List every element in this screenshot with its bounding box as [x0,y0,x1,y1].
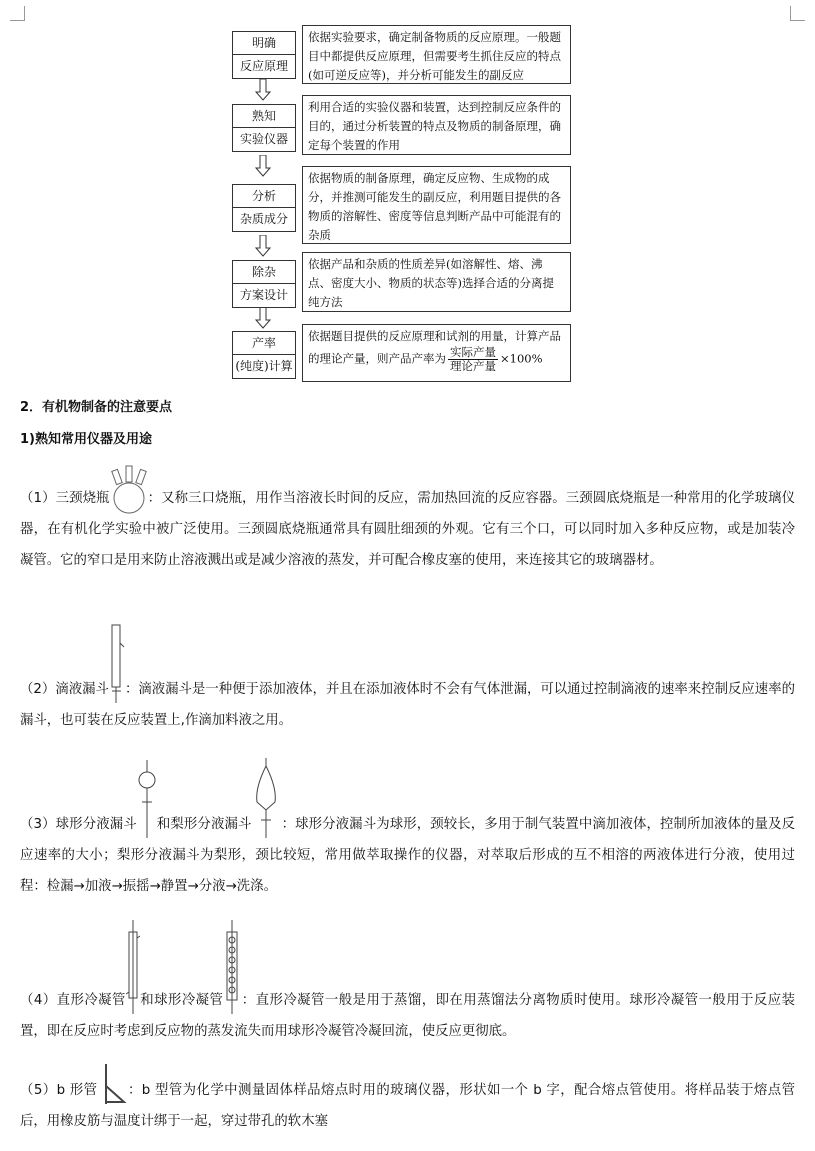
item-prefix: （3）球形分液漏斗 [20,817,137,832]
subsection-title: 1)熟知常用仪器及用途 [20,432,152,447]
three-neck-flask-icon [110,464,148,514]
fraction-suffix: ×100% [500,351,543,366]
dropping-funnel-icon [109,623,125,705]
list-item [20,985,795,1047]
flow-step-title: 分析 [233,185,295,208]
flow-step-label [232,260,296,308]
bulb-condenser-icon [223,920,241,1016]
item-mid: 和球形冷凝管 [139,993,224,1008]
item-mid: 和梨形分液漏斗 [156,817,252,832]
item-body: ：球形分液漏斗为球形，颈较长，多用于制气装置中滴加液体，控制所加液体的量及反应速率的大小；梨形分液漏斗为梨形，颈比较短，常用做萃取操作的仪器，对萃取后形成的互不相溶的两液体进行分液，使用过程：检漏→加液→振摇→静置→分液→洗涤。 [20,817,795,894]
pear-separatory-funnel-icon [251,758,281,840]
down-arrow-icon [255,235,271,257]
item-body: ：又称三口烧瓶，用作当溶液长时间的反应，需加热回流的反应容器。三颈圆底烧瓶是一种常用的化学玻璃仪器，在有机化学实验中被广泛使用。三颈圆底烧瓶通常具有圆肚细颈的外观。它有三个口，可以同时加入多种反应物，或是加装冷凝管。它的窄口是用来防止溶液溅出或是减少溶液的蒸发，并可配合橡皮塞的使用，来连接其它的玻璃器材。 [20,491,795,568]
yield-fraction [448,346,498,373]
flow-step-desc-text: 依据题目提供的反应原理和试剂的用量，计算产品的理论产量，则产品产率为 [308,329,561,366]
down-arrow-icon [255,155,271,177]
list-item [20,1075,795,1137]
flow-step-subtitle: 实验仪器 [239,132,288,146]
item-prefix: （1）三颈烧瓶 [20,491,110,506]
item-prefix: （2）滴液漏斗 [20,682,109,697]
flow-step-title: 除杂 [233,261,295,284]
flow-step-title: 熟知 [233,105,295,128]
item-body: ：直形冷凝管一般是用于蒸馏，即在用蒸馏法分离物质时使用。球形冷凝管一般用于反应装置，即在反应时考虑到反应物的蒸发流失而用球形冷凝管冷凝回流，使反应更彻底。 [20,993,795,1039]
flow-step-desc: 利用合适的实验仪器和装置，达到控制反应条件的目的，通过分析装置的特点及物质的制备原理，确定每个装置的作用 [302,95,571,155]
list-item [20,674,795,736]
flow-step-label [232,331,296,379]
spherical-separatory-funnel-icon [137,760,157,840]
down-arrow-icon [255,79,271,101]
list-item [20,809,795,902]
flow-step-subtitle: (纯度)计算 [235,359,293,373]
flow-step-desc: 依据物质的制备原理，确定反应物、生成物的成分，并推测可能发生的副反应，利用题目提供的各物质的溶解性、密度等信息判断产品中可能混有的杂质 [302,166,571,244]
flow-step-label [232,31,296,79]
flowchart [0,0,815,390]
down-arrow-icon [255,307,271,329]
flow-step-desc [302,324,571,382]
flow-step-label [232,104,296,152]
list-item [20,483,795,576]
item-body: ：b 型管为化学中测量固体样品熔点时用的玻璃仪器，形状如一个 b 字，配合熔点管使用。将样品装于熔点管后，用橡皮筋与温度计绑于一起，穿过带孔的软木塞 [20,1083,795,1129]
flow-step-desc: 依据产品和杂质的性质差异(如溶解性、熔、沸点、密度大小、物质的状态等)选择合适的分离提纯方法 [302,252,571,312]
flow-step-subtitle: 杂质成分 [239,212,288,226]
straight-condenser-icon [126,920,140,1016]
item-body: ：滴液漏斗是一种便于添加液体，并且在添加液体时不会有气体泄漏，可以通过控制滴液的速率来控制反应速率的漏斗，也可装在反应装置上,作滴加料液之用。 [20,682,795,728]
flow-step-subtitle: 反应原理 [239,59,288,73]
flow-step-subtitle: 方案设计 [239,288,288,302]
flow-step-desc: 依据实验要求，确定制备物质的反应原理。一般题目中都提供反应原理，但需要考生抓住反应的特点(如可逆反应等)，并分析可能发生的副反应 [302,25,571,84]
fraction-numerator: 实际产量 [450,345,496,359]
section-title: 2．有机物制备的注意要点 [20,400,173,415]
flow-step-label [232,184,296,232]
flow-step-title: 明确 [233,32,295,55]
b-tube-icon [98,1064,128,1106]
item-prefix: （4）直形冷凝管 [20,993,126,1008]
fraction-denominator: 理论产量 [450,359,496,373]
flow-step-title: 产率 [233,332,295,355]
item-prefix: （5）b 形管 [20,1083,98,1098]
